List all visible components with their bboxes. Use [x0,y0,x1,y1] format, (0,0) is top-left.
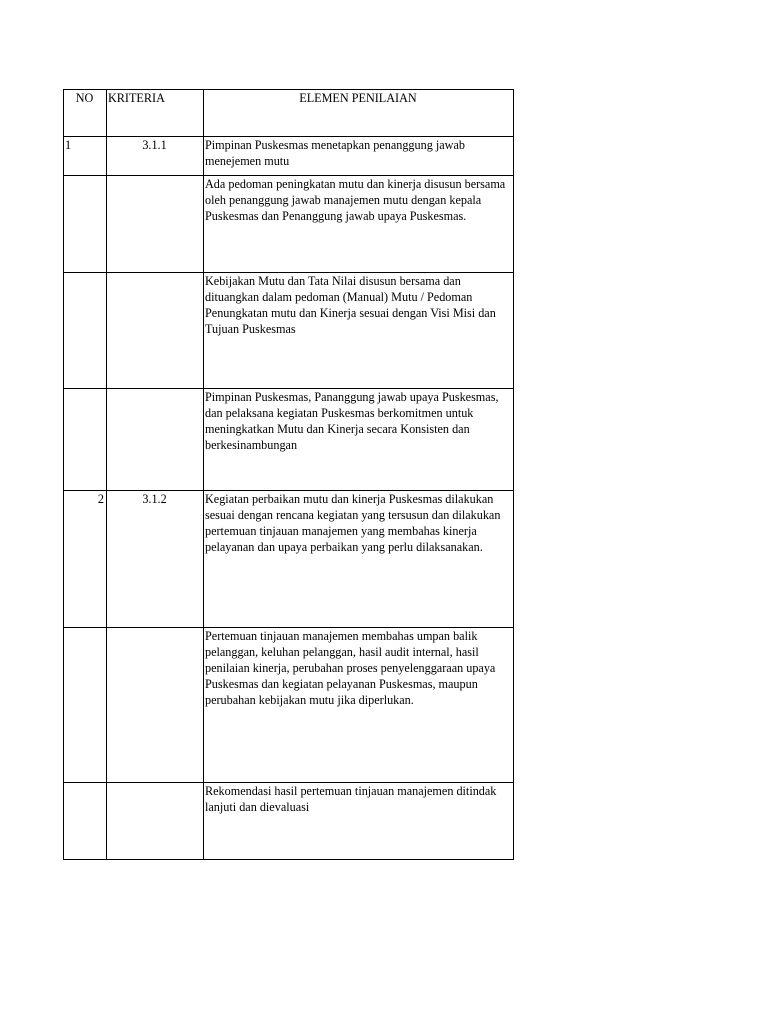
cell-elemen: Pimpinan Puskesmas, Pananggung jawab upaya Puskesmas, dan pelaksana kegiatan Puskesmas berkomitmen untuk meningkatkan Mutu dan Kinerja secara Konsisten dan berkesinambungan [204,389,514,491]
cell-no [64,389,107,491]
cell-kriteria [107,628,204,783]
cell-kriteria [107,176,204,273]
column-header-kriteria: KRITERIA [107,90,204,137]
cell-elemen: Pertemuan tinjauan manajemen membahas umpan balik pelanggan, keluhan pelanggan, hasil audit internal, hasil penilaian kinerja, perubahan proses penyelenggaraan upaya Puskesmas dan kegiatan pelayanan Puskesmas, maupun perubahan kebijakan mutu jika diperlukan. [204,628,514,783]
cell-elemen: Kegiatan perbaikan mutu dan kinerja Puskesmas dilakukan sesuai dengan rencana kegiatan yang tersusun dan dilakukan pertemuan tinjauan manajemen yang membahas kinerja pelayanan dan upaya perbaikan yang perlu dilaksanakan. [204,491,514,628]
table-row [64,389,514,491]
criteria-table [63,89,514,860]
table-row [64,176,514,273]
cell-no [64,273,107,389]
cell-no [64,783,107,860]
cell-elemen: Rekomendasi hasil pertemuan tinjauan manajemen ditindak lanjuti dan dievaluasi [204,783,514,860]
cell-kriteria: 3.1.2 [107,491,204,628]
column-header-elemen: ELEMEN PENILAIAN [204,90,514,137]
table-row [64,273,514,389]
cell-kriteria [107,389,204,491]
cell-no [64,628,107,783]
cell-no: 2 [64,491,107,628]
cell-no [64,176,107,273]
cell-elemen: Ada pedoman peningkatan mutu dan kinerja disusun bersama oleh penanggung jawab manajemen mutu dengan kepala Puskesmas dan Penanggung jawab upaya Puskesmas. [204,176,514,273]
table-row [64,491,514,628]
cell-elemen: Kebijakan Mutu dan Tata Nilai disusun bersama dan dituangkan dalam pedoman (Manual) Mutu / Pedoman Penungkatan mutu dan Kinerja sesuai dengan Visi Misi dan Tujuan Puskesmas [204,273,514,389]
cell-elemen: Pimpinan Puskesmas menetapkan penanggung jawab menejemen mutu [204,137,514,176]
cell-kriteria: 3.1.1 [107,137,204,176]
cell-kriteria [107,273,204,389]
table-row [64,628,514,783]
table-row [64,783,514,860]
cell-kriteria [107,783,204,860]
table-row [64,137,514,176]
table-header-row [64,90,514,137]
cell-no: 1 [64,137,107,176]
column-header-no: NO [64,90,107,137]
